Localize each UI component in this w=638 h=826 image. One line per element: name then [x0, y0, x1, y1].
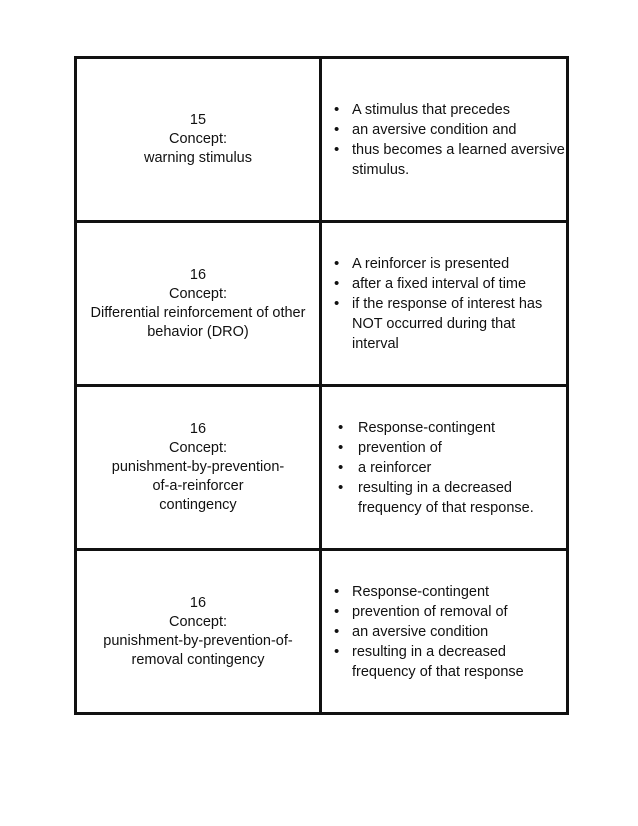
flashcard-row [76, 386, 568, 550]
concept-label: Concept: [168, 440, 228, 456]
concept-label: Concept: [168, 285, 228, 302]
definition-bullet: • prevention of [358, 438, 566, 458]
concept-term-line: Differential reinforcement of other [90, 304, 306, 321]
definition-bullet: • after a fixed interval of time [352, 274, 566, 294]
card-term-cell [76, 386, 321, 550]
card-definition-cell [321, 58, 568, 222]
flashcard-table [74, 56, 569, 715]
definition-bullet: • A stimulus that precedes [352, 100, 566, 120]
definition-bullet: • thus becomes a learned aversive stimulus. [352, 140, 566, 180]
definition-list [322, 100, 566, 180]
flashcard-row [76, 58, 568, 222]
card-term-cell [76, 222, 321, 386]
concept-term-line: punishment-by-prevention-of- [103, 632, 293, 649]
concept-label: Concept: [168, 613, 228, 630]
definition-bullet: • if the response of interest has NOT occurred during that interval [352, 294, 566, 354]
definition-list [322, 582, 566, 682]
definition-list [322, 418, 566, 518]
definition-bullet: • a reinforcer [358, 458, 566, 478]
definition-bullet: • Response-contingent [352, 582, 566, 602]
definition-bullet: • resulting in a decreased frequency of that response. [358, 478, 566, 518]
card-number: 15 [189, 112, 207, 128]
card-definition-cell [321, 386, 568, 550]
concept-label: Concept: [168, 131, 228, 147]
definition-bullet: • an aversive condition [352, 622, 566, 642]
concept-term-line: punishment-by-prevention- [111, 459, 285, 475]
definition-bullet: • Response-contingent [358, 418, 566, 438]
concept-term-line: contingency [159, 497, 237, 513]
concept-term-line: warning stimulus [144, 150, 252, 166]
definition-list [322, 254, 566, 354]
definition-bullet: • prevention of removal of [352, 602, 566, 622]
flashcard-row [76, 222, 568, 386]
definition-bullet: • resulting in a decreased frequency of that response [352, 642, 566, 682]
concept-term-line: removal contingency [131, 651, 265, 668]
card-number: 16 [189, 266, 207, 283]
card-number: 16 [189, 594, 207, 611]
definition-bullet: • A reinforcer is presented [352, 254, 566, 274]
card-term-cell [76, 58, 321, 222]
concept-term-line: of-a-reinforcer [152, 478, 244, 494]
definition-bullet: • an aversive condition and [352, 120, 566, 140]
concept-term-line: behavior (DRO) [147, 323, 249, 340]
flashcard-row [76, 550, 568, 714]
card-term-cell [76, 550, 321, 714]
card-definition-cell [321, 222, 568, 386]
card-number: 16 [189, 421, 207, 437]
card-definition-cell [321, 550, 568, 714]
